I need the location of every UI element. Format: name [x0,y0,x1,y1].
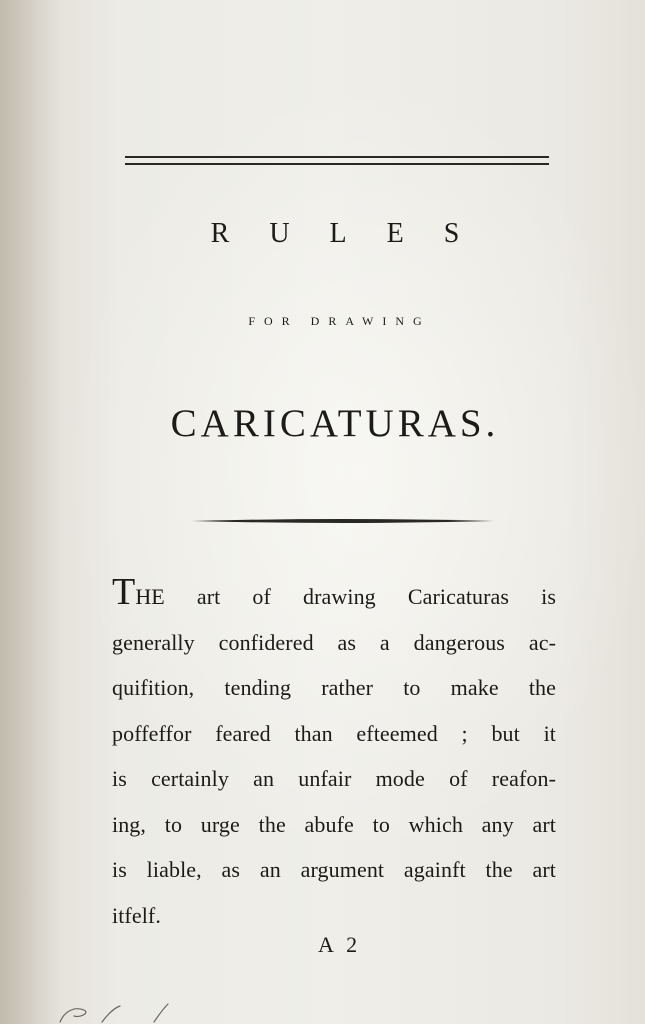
double-rule-ornament [125,155,549,167]
page-subtitle: FOR DRAWING [248,314,431,328]
paragraph-line-4: poffeffor feared than efteemed ; but it [112,720,556,746]
tapered-rule-ornament [192,518,494,524]
drop-cap: T [112,571,136,613]
body-paragraph [112,571,556,938]
main-heading: CARICATURAS. [170,402,500,445]
rule-line-bottom [125,163,549,165]
gutter-shadow [0,0,60,1024]
signature-mark: A 2 [318,932,362,957]
paragraph-line-3: quifition, tending rather to make the [112,675,556,700]
paragraph-line-8: itfelf. [112,902,161,928]
paragraph-line-2: generally confidered as a dangerous ac- [112,629,556,655]
paragraph-line-1 [112,571,556,620]
page-title: RULES [210,218,500,249]
pencil-annotation [50,992,190,1024]
paragraph-line-5: is certainly an unfair mode of reafon- [112,766,556,791]
paragraph-line-6: ing, to urge the abufe to which any art [112,811,556,837]
paragraph-line-7: is liable, as an argument againft the art [112,857,556,882]
line-1-text: art of drawing Caricaturas is [164,584,556,609]
tapered-rule-shape [192,518,494,524]
first-word-rest: HE [135,584,165,609]
rule-line-top [125,156,549,158]
